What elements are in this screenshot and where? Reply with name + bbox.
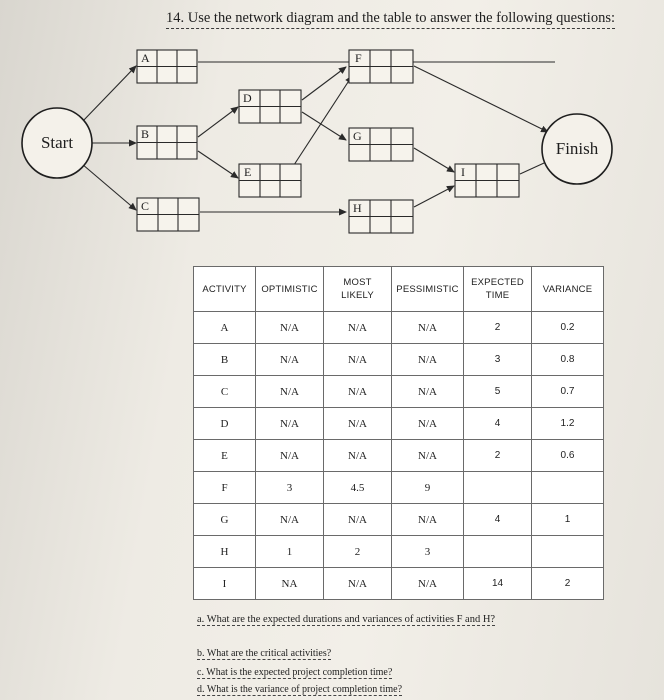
cell-activity: F bbox=[194, 472, 256, 504]
network-diagram bbox=[0, 0, 664, 260]
arrow-b-e bbox=[198, 151, 238, 178]
header-pessimistic: PESSIMISTIC bbox=[392, 267, 464, 312]
table-row bbox=[194, 440, 604, 472]
question-b-text: b. What are the critical activities? bbox=[197, 648, 332, 659]
question-d-text: d. What is the variance of project completion time? bbox=[197, 684, 403, 695]
cell-activity: C bbox=[194, 376, 256, 408]
cell-most-likely: N/A bbox=[324, 312, 392, 344]
activity-letter-h: H bbox=[353, 201, 362, 215]
cell-optimistic: N/A bbox=[256, 312, 324, 344]
cell-optimistic: N/A bbox=[256, 376, 324, 408]
cell-activity: G bbox=[194, 504, 256, 536]
activity-letter-b: B bbox=[141, 127, 150, 141]
table-row bbox=[194, 472, 604, 504]
cell-optimistic: N/A bbox=[256, 440, 324, 472]
cell-optimistic: N/A bbox=[256, 344, 324, 376]
question-d bbox=[197, 684, 402, 695]
header-optimistic: OPTIMISTIC bbox=[256, 267, 324, 312]
arrow-f-finish bbox=[414, 66, 548, 132]
question-title: 14. Use the network diagram and the table to answer the following questions: bbox=[166, 10, 615, 29]
cell-activity: I bbox=[194, 568, 256, 600]
cell-activity: H bbox=[194, 536, 256, 568]
cell-expected-time: 3 bbox=[464, 344, 532, 376]
cell-expected-time bbox=[464, 472, 532, 504]
table-row bbox=[194, 376, 604, 408]
cell-expected-time bbox=[464, 536, 532, 568]
cell-expected-time: 14 bbox=[464, 568, 532, 600]
arrow-start-a bbox=[82, 66, 136, 122]
cell-most-likely: N/A bbox=[324, 504, 392, 536]
cell-variance bbox=[532, 536, 604, 568]
activity-letter-d: D bbox=[243, 91, 252, 105]
cell-variance bbox=[532, 472, 604, 504]
arrow-h-i bbox=[414, 186, 454, 207]
question-a-text: a. What are the expected durations and variances of activities F and H? bbox=[197, 614, 496, 625]
arrow-start-c bbox=[82, 164, 136, 210]
header-expected-time bbox=[464, 267, 532, 312]
cell-pessimistic: N/A bbox=[392, 440, 464, 472]
cell-pessimistic: 3 bbox=[392, 536, 464, 568]
activity-letter-f: F bbox=[355, 51, 362, 65]
table-body bbox=[194, 312, 604, 600]
cell-expected-time: 4 bbox=[464, 504, 532, 536]
cell-optimistic: NA bbox=[256, 568, 324, 600]
cell-variance: 1.2 bbox=[532, 408, 604, 440]
cell-expected-time: 4 bbox=[464, 408, 532, 440]
cell-most-likely: N/A bbox=[324, 568, 392, 600]
cell-pessimistic: N/A bbox=[392, 408, 464, 440]
start-label: Start bbox=[40, 133, 74, 152]
arrow-d-g bbox=[302, 112, 346, 140]
activity-letter-g: G bbox=[353, 129, 362, 143]
activity-letter-a: A bbox=[141, 51, 150, 65]
cell-activity: B bbox=[194, 344, 256, 376]
header-variance: VARIANCE bbox=[532, 267, 604, 312]
activity-letter-e: E bbox=[244, 165, 252, 179]
cell-variance: 0.8 bbox=[532, 344, 604, 376]
cell-optimistic: N/A bbox=[256, 504, 324, 536]
table-row bbox=[194, 344, 604, 376]
question-b bbox=[197, 648, 331, 659]
table-row bbox=[194, 312, 604, 344]
activity-letter-i: I bbox=[461, 165, 465, 179]
cell-pessimistic: N/A bbox=[392, 344, 464, 376]
header-most-likely bbox=[324, 267, 392, 312]
cell-variance: 0.7 bbox=[532, 376, 604, 408]
cell-optimistic: N/A bbox=[256, 408, 324, 440]
finish-label: Finish bbox=[555, 139, 599, 158]
table-row bbox=[194, 568, 604, 600]
question-c bbox=[197, 667, 392, 678]
cell-pessimistic: N/A bbox=[392, 376, 464, 408]
cell-pessimistic: N/A bbox=[392, 568, 464, 600]
cell-expected-time: 2 bbox=[464, 440, 532, 472]
question-a bbox=[197, 614, 495, 625]
header-expected-line2: TIME bbox=[485, 290, 510, 301]
table-row bbox=[194, 536, 604, 568]
cell-most-likely: N/A bbox=[324, 440, 392, 472]
table-header-row bbox=[194, 267, 604, 312]
cell-expected-time: 2 bbox=[464, 312, 532, 344]
cell-pessimistic: N/A bbox=[392, 312, 464, 344]
cell-variance: 0.6 bbox=[532, 440, 604, 472]
cell-most-likely: 4.5 bbox=[324, 472, 392, 504]
cell-expected-time: 5 bbox=[464, 376, 532, 408]
arrow-b-d bbox=[198, 107, 238, 137]
table-row bbox=[194, 504, 604, 536]
cell-optimistic: 3 bbox=[256, 472, 324, 504]
cell-variance: 2 bbox=[532, 568, 604, 600]
cell-most-likely: N/A bbox=[324, 408, 392, 440]
cell-most-likely: 2 bbox=[324, 536, 392, 568]
table-row bbox=[194, 408, 604, 440]
question-c-text: c. What is the expected project completion time? bbox=[197, 667, 393, 678]
activity-time-table bbox=[193, 266, 604, 600]
cell-variance: 1 bbox=[532, 504, 604, 536]
activity-letter-c: C bbox=[141, 199, 150, 213]
header-expected-line1: EXPECTED bbox=[471, 277, 524, 288]
header-most-likely-line2: LIKELY bbox=[341, 290, 374, 301]
cell-most-likely: N/A bbox=[324, 344, 392, 376]
cell-optimistic: 1 bbox=[256, 536, 324, 568]
cell-variance: 0.2 bbox=[532, 312, 604, 344]
cell-most-likely: N/A bbox=[324, 376, 392, 408]
header-activity: ACTIVITY bbox=[194, 267, 256, 312]
arrow-g-i bbox=[414, 148, 454, 172]
header-most-likely-line1: MOST bbox=[343, 277, 372, 288]
cell-pessimistic: N/A bbox=[392, 504, 464, 536]
cell-activity: D bbox=[194, 408, 256, 440]
cell-activity: A bbox=[194, 312, 256, 344]
cell-activity: E bbox=[194, 440, 256, 472]
cell-pessimistic: 9 bbox=[392, 472, 464, 504]
